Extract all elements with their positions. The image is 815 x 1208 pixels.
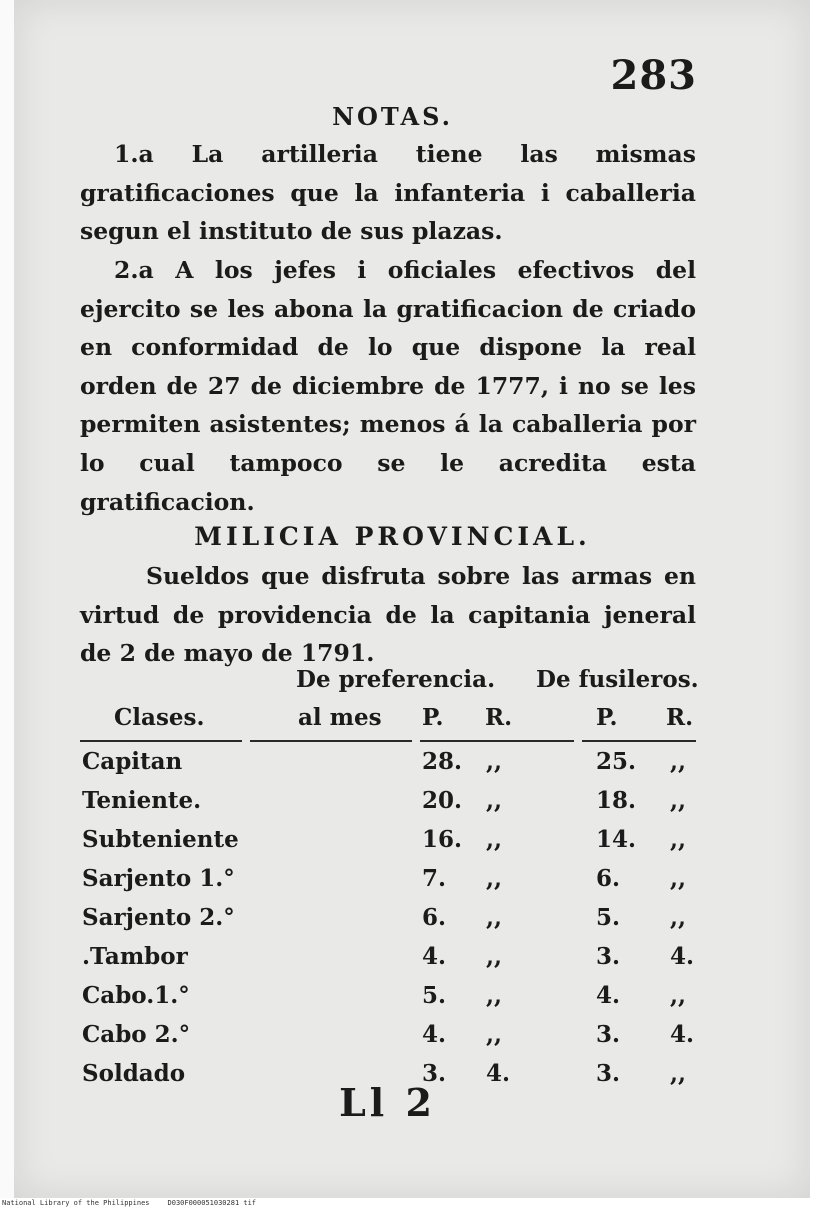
r-fusileros-cell: 4. — [670, 1021, 695, 1048]
p-preferencia-cell: 20. — [422, 787, 463, 814]
r-fusileros-cell: ,, — [670, 904, 687, 931]
p-fusileros-cell: 4. — [596, 982, 621, 1009]
p-preferencia-cell: 7. — [422, 865, 447, 892]
p-preferencia-cell: 28. — [422, 748, 463, 775]
table-row — [80, 787, 708, 826]
page-edge — [0, 0, 14, 1198]
clase-cell: Cabo 2.° — [82, 1021, 191, 1048]
r-preferencia-cell: ,, — [486, 787, 503, 814]
p-fusileros-cell: 14. — [596, 826, 637, 853]
p-preferencia-cell: 5. — [422, 982, 447, 1009]
clase-cell: Subteniente — [82, 826, 239, 853]
caption-file-id: D030F000051030281 tif — [167, 1199, 257, 1207]
note-1-text: La artilleria tiene las mismas gratificaciones que la infanteria i caballeria segun el instituto de sus plazas. — [80, 140, 696, 246]
table-row — [80, 904, 708, 943]
clase-cell: Sarjento 1.° — [82, 865, 235, 892]
r-preferencia-cell: ,, — [486, 865, 503, 892]
signature-mark — [0, 1080, 815, 1125]
note-2-number: 2.a — [114, 256, 154, 284]
caption-library: National Library of the Philippines — [2, 1199, 150, 1207]
notes-heading: NOTAS. — [332, 102, 453, 131]
p-fusileros-cell: 6. — [596, 865, 621, 892]
r-fusileros-cell: ,, — [670, 865, 687, 892]
rule-gap — [412, 739, 420, 743]
p-fusileros-cell: 18. — [596, 787, 637, 814]
note-2 — [80, 251, 696, 521]
r-preferencia-cell: ,, — [486, 904, 503, 931]
col-al-mes: al mes — [298, 704, 382, 731]
table-row — [80, 748, 708, 787]
r-preferencia-cell: 4. — [486, 1060, 511, 1087]
r-fusileros-cell: 4. — [670, 943, 695, 970]
intro-paragraph: Sueldos que disfruta sobre las armas en virtud de providencia de la capitania jeneral de 2 de mayo de 1791. — [80, 562, 696, 668]
note-1 — [80, 135, 696, 251]
col-p-fusileros: P. — [596, 704, 618, 731]
p-fusileros-cell: 3. — [596, 1021, 621, 1048]
pay-table — [80, 748, 708, 1099]
rule-gap — [574, 739, 582, 743]
note-1-number: 1.a — [114, 140, 154, 168]
r-preferencia-cell: ,, — [486, 943, 503, 970]
milicia-heading: MILICIA PROVINCIAL. — [194, 522, 591, 551]
r-preferencia-cell: ,, — [486, 826, 503, 853]
table-row — [80, 865, 708, 904]
p-fusileros-cell: 5. — [596, 904, 621, 931]
r-fusileros-cell: ,, — [670, 982, 687, 1009]
note-2-text: A los jefes i oficiales efectivos del ejercito se les abona la gratificacion de criado en conformidad de lo que dispone la real orden de 27 de diciembre de 1777, i no se les permiten asistentes; menos á la caballeria por lo cual tampoco se le acredita esta gratificacion. — [80, 256, 696, 516]
table-row — [80, 1021, 708, 1060]
p-preferencia-cell: 3. — [422, 1060, 447, 1087]
clase-cell: Teniente. — [82, 787, 202, 814]
scan-caption — [2, 1199, 256, 1207]
r-fusileros-cell: ,, — [670, 748, 687, 775]
col-p-preferencia: P. — [422, 704, 444, 731]
p-preferencia-cell: 6. — [422, 904, 447, 931]
p-preferencia-cell: 16. — [422, 826, 463, 853]
r-fusileros-cell: ,, — [670, 826, 687, 853]
p-preferencia-cell: 4. — [422, 1021, 447, 1048]
clase-cell: Sarjento 2.° — [82, 904, 235, 931]
r-fusileros-cell: ,, — [670, 787, 687, 814]
rule-gap — [242, 739, 250, 743]
header-rule — [80, 740, 696, 742]
clase-cell: Capitan — [82, 748, 183, 775]
r-preferencia-cell: ,, — [486, 982, 503, 1009]
col-r-preferencia: R. — [485, 704, 513, 731]
table-header — [80, 704, 696, 736]
signature-mark-text: Ll 2 — [339, 1080, 436, 1125]
clase-cell: .Tambor — [82, 943, 188, 970]
p-preferencia-cell: 4. — [422, 943, 447, 970]
group-fusileros: De fusileros. — [536, 666, 699, 693]
r-preferencia-cell: ,, — [486, 1021, 503, 1048]
table-row — [80, 982, 708, 1021]
group-preferencia: De preferencia. — [296, 666, 496, 693]
p-fusileros-cell: 3. — [596, 943, 621, 970]
col-clases: Clases. — [114, 704, 205, 731]
p-fusileros-cell: 3. — [596, 1060, 621, 1087]
clase-cell: Soldado — [82, 1060, 186, 1087]
r-preferencia-cell: ,, — [486, 748, 503, 775]
table-row — [80, 826, 708, 865]
r-fusileros-cell: ,, — [670, 1060, 687, 1087]
page-number: 283 — [610, 52, 697, 99]
p-fusileros-cell: 25. — [596, 748, 637, 775]
col-r-fusileros: R. — [666, 704, 694, 731]
table-row — [80, 943, 708, 982]
clase-cell: Cabo.1.° — [82, 982, 190, 1009]
